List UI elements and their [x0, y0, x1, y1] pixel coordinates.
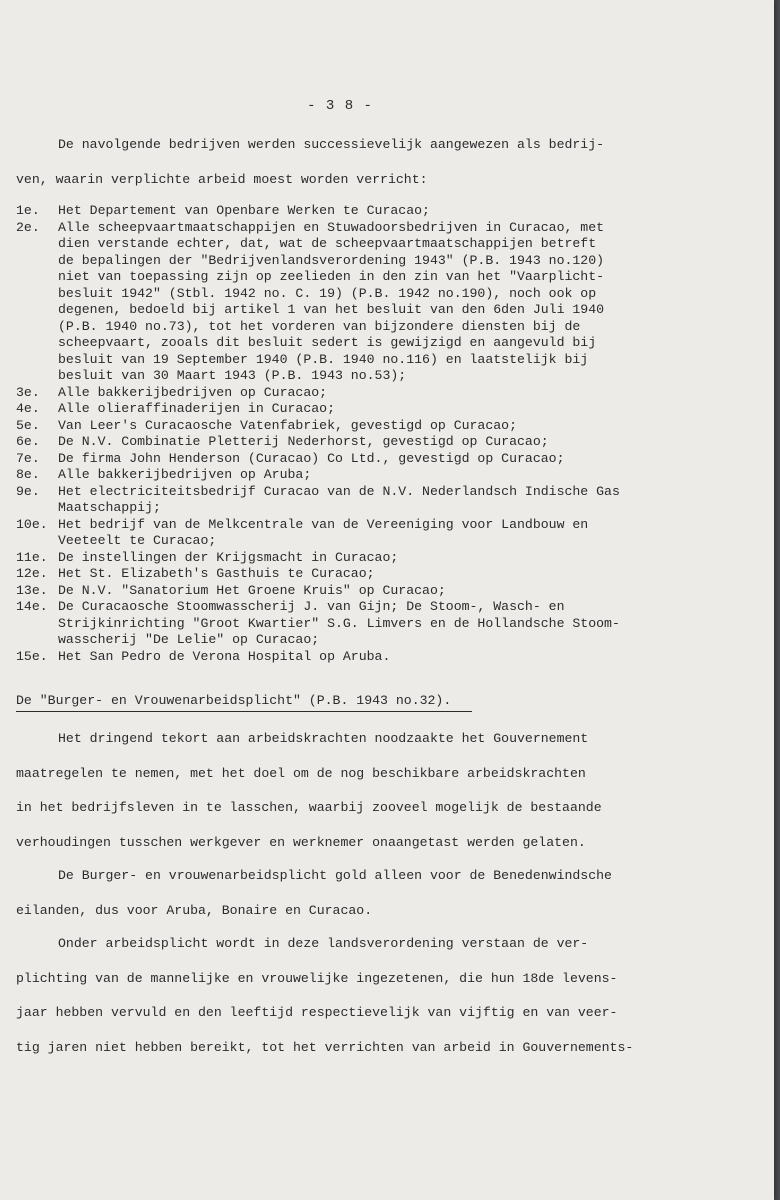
list-item-number: 4e.	[16, 401, 40, 416]
list-item-line: Veeteelt te Curacao;	[58, 533, 217, 548]
list-item-text	[58, 220, 656, 385]
paragraph-line: jaar hebben vervuld en den leeftijd respectievelijk van vijftig en van veer-	[16, 1005, 618, 1020]
list-item-line: Alle olieraffinaderijen in Curacao;	[58, 401, 335, 416]
list-item-number: 3e.	[16, 384, 40, 400]
list-item-line: Het San Pedro de Verona Hospital op Aruba.	[58, 648, 391, 664]
list-item-line: Het electriciteitsbedrijf Curacao van de N.V. Nederlandsch Indische Gas	[58, 483, 620, 499]
list-item-text	[58, 434, 656, 451]
list-item-line: Het St. Elizabeth's Gasthuis te Curacao;	[58, 566, 375, 581]
list-item	[16, 484, 656, 517]
section-heading: De "Burger- en Vrouwenarbeidsplicht" (P.B. 1943 no.32).	[16, 693, 452, 708]
list-item-text	[58, 401, 656, 418]
list-item	[16, 566, 656, 583]
list-item-text	[58, 583, 656, 600]
list-item-line: Van Leer's Curacaosche Vatenfabriek, gevestigd op Curacao;	[58, 417, 517, 433]
intro-line-2: ven, waarin verplichte arbeid moest worden verricht:	[16, 172, 428, 187]
list-item-text	[58, 203, 656, 220]
list-item	[16, 203, 656, 220]
list-item	[16, 220, 656, 385]
list-item-text	[58, 484, 656, 517]
list-item-number: 7e.	[16, 450, 40, 466]
paragraph-3	[16, 927, 676, 1065]
list-item-line: besluit van 19 September 1940 (P.B. 1940 no.116) en laatstelijk bij	[58, 351, 589, 367]
list-item-text	[58, 385, 656, 402]
heading-underline	[16, 711, 472, 712]
company-list	[16, 203, 656, 665]
list-item-line: scheepvaart, zooals dit besluit sedert is gewijzigd en aangevuld bij	[58, 335, 597, 350]
list-item-line: de bepalingen der "Bedrijvenlandsverordening 1943" (P.B. 1943 no.120)	[58, 252, 605, 268]
paragraph-line: eilanden, dus voor Aruba, Bonaire en Curacao.	[16, 902, 373, 918]
list-item	[16, 550, 656, 567]
list-item-line: De firma John Henderson (Curacao) Co Ltd., gevestigd op Curacao;	[58, 450, 565, 466]
paragraph-line: Onder arbeidsplicht wordt in deze landsverordening verstaan de ver-	[58, 936, 589, 951]
list-item	[16, 401, 656, 418]
paragraph-line: plichting van de mannelijke en vrouwelijke ingezetenen, die hun 18de levens-	[16, 970, 618, 986]
list-item-line: De N.V. "Sanatorium Het Groene Kruis" op Curacao;	[58, 582, 446, 598]
list-item-text	[58, 566, 656, 583]
list-item-number: 11e.	[16, 549, 48, 565]
list-item-text	[58, 550, 656, 567]
list-item-line: Maatschappij;	[58, 500, 161, 515]
list-item	[16, 418, 656, 435]
list-item-line: De Curacaosche Stoomwasscherij J. van Gijn; De Stoom-, Wasch- en	[58, 599, 565, 614]
list-item-number: 15e.	[16, 648, 48, 664]
list-item-line: besluit 1942" (Stbl. 1942 no. C. 19) (P.B. 1942 no.190), noch ook op	[58, 285, 597, 301]
paragraph-1	[16, 722, 676, 860]
list-item	[16, 451, 656, 468]
list-item-number: 10e.	[16, 516, 48, 532]
list-item-text	[58, 467, 656, 484]
paragraph-line: De Burger- en vrouwenarbeidsplicht gold alleen voor de Benedenwindsche	[58, 868, 612, 883]
list-item-text	[58, 649, 656, 666]
intro-line-1: De navolgende bedrijven werden successievelijk aangewezen als bedrij-	[58, 137, 605, 152]
list-item-text	[58, 451, 656, 468]
list-item-text	[58, 517, 656, 550]
list-item-line: niet van toepassing zijn op zeelieden in den zin van het "Vaarplicht-	[58, 269, 605, 284]
list-item-number: 5e.	[16, 417, 40, 433]
paragraph-line: in het bedrijfsleven in te lasschen, waarbij zooveel mogelijk de bestaande	[16, 800, 602, 815]
list-item-line: Het Departement van Openbare Werken te Curacao;	[58, 203, 430, 218]
list-item-line: Alle bakkerijbedrijven op Aruba;	[58, 467, 312, 482]
list-item-number: 8e.	[16, 467, 40, 482]
list-item-number: 1e.	[16, 203, 40, 218]
list-item-number: 14e.	[16, 599, 48, 614]
list-item-number: 12e.	[16, 566, 48, 581]
page-number: - 3 8 -	[307, 98, 373, 114]
paragraph-line: tig jaren niet hebben bereikt, tot het verrichten van arbeid in Gouvernements-	[16, 1039, 634, 1055]
list-item-line: (P.B. 1940 no.73), tot het vorderen van bijzondere diensten bij de	[58, 318, 581, 334]
list-item	[16, 599, 656, 649]
list-item-line: Alle bakkerijbedrijven op Curacao;	[58, 384, 328, 400]
list-item-number: 2e.	[16, 219, 40, 235]
list-item-line: besluit van 30 Maart 1943 (P.B. 1943 no.53);	[58, 368, 407, 383]
paragraph-line: maatregelen te nemen, met het doel om de nog beschikbare arbeidskrachten	[16, 765, 586, 781]
list-item	[16, 517, 656, 550]
list-item-line: De N.V. Combinatie Pletterij Nederhorst, gevestigd op Curacao;	[58, 434, 549, 449]
list-item-text	[58, 599, 656, 649]
list-item	[16, 434, 656, 451]
list-item	[16, 583, 656, 600]
list-item-number: 13e.	[16, 582, 48, 598]
list-item-number: 9e.	[16, 483, 40, 499]
paragraph-line: Het dringend tekort aan arbeidskrachten noodzaakte het Gouvernement	[58, 731, 589, 746]
list-item-line: De instellingen der Krijgsmacht in Curacao;	[58, 549, 399, 565]
list-item	[16, 467, 656, 484]
list-item-text	[58, 418, 656, 435]
list-item-number: 6e.	[16, 434, 40, 449]
paragraph-2	[16, 859, 676, 928]
paragraph-line: verhoudingen tusschen werkgever en werknemer onaangetast werden gelaten.	[16, 834, 586, 850]
list-item-line: degenen, bedoeld bij artikel 1 van het besluit van den 6den Juli 1940	[58, 302, 605, 317]
list-item-line: Strijkinrichting "Groot Kwartier" S.G. Limvers en de Hollandsche Stoom-	[58, 615, 620, 631]
list-item-line: Het bedrijf van de Melkcentrale van de Vereeniging voor Landbouw en	[58, 516, 589, 532]
list-item-line: dien verstande echter, dat, wat de scheepvaartmaatschappijen betreft	[58, 236, 597, 251]
list-item	[16, 649, 656, 666]
list-item	[16, 385, 656, 402]
list-item-line: Alle scheepvaartmaatschappijen en Stuwadoorsbedrijven in Curacao, met	[58, 219, 605, 235]
list-item-line: wasscherij "De Lelie" op Curacao;	[58, 632, 320, 647]
